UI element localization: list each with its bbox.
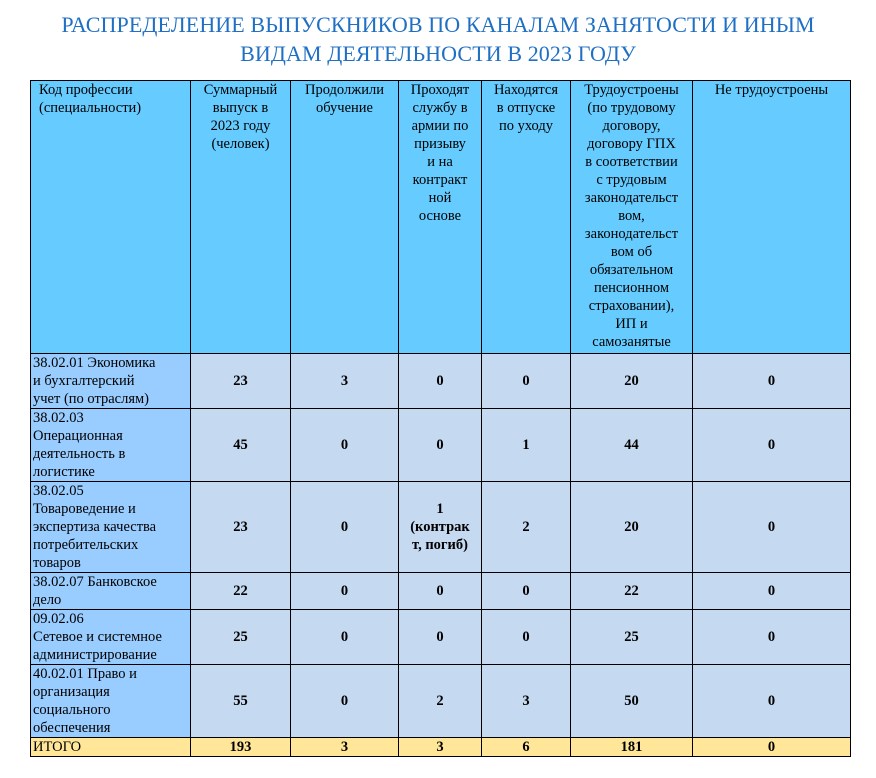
header-leave: Находятся в отпуске по уходу [482, 81, 571, 354]
header-employed: Трудоустроены (по трудовому договору, договору ГПХ в соответствии с трудовым законодательст вом, законодательст вом об обязательном пенсионном страховании), ИП и самозанятые [571, 81, 693, 354]
cell-study: 0 [291, 573, 399, 610]
graduates-table [30, 80, 851, 757]
row-name: 38.02.07 Банковское дело [31, 573, 191, 610]
cell-employed: 25 [571, 610, 693, 665]
cell-unemployed: 0 [693, 482, 851, 573]
cell-unemployed: 0 [693, 610, 851, 665]
total-unemployed: 0 [693, 738, 851, 757]
cell-study: 0 [291, 482, 399, 573]
cell-leave: 2 [482, 482, 571, 573]
cell-study: 0 [291, 665, 399, 738]
cell-study: 0 [291, 610, 399, 665]
cell-employed: 20 [571, 354, 693, 409]
totals-label: ИТОГО [31, 738, 191, 757]
table-row [31, 409, 851, 482]
cell-leave: 0 [482, 610, 571, 665]
table-row [31, 354, 851, 409]
row-name: 38.02.03 Операционная деятельность в логистике [31, 409, 191, 482]
header-study: Продолжили обучение [291, 81, 399, 354]
cell-army: 0 [399, 354, 482, 409]
total-sum: 193 [191, 738, 291, 757]
cell-total: 23 [191, 482, 291, 573]
cell-employed: 20 [571, 482, 693, 573]
cell-army: 2 [399, 665, 482, 738]
cell-unemployed: 0 [693, 354, 851, 409]
cell-employed: 22 [571, 573, 693, 610]
cell-leave: 3 [482, 665, 571, 738]
title-line-1: РАСПРЕДЕЛЕНИЕ ВЫПУСКНИКОВ ПО КАНАЛАМ ЗАНЯТОСТИ И ИНЫМ [61, 12, 815, 37]
row-name: 40.02.01 Право и организация социального обеспечения [31, 665, 191, 738]
cell-total: 22 [191, 573, 291, 610]
table-header-row [31, 81, 851, 354]
cell-leave: 1 [482, 409, 571, 482]
cell-total: 25 [191, 610, 291, 665]
cell-unemployed: 0 [693, 573, 851, 610]
header-unemployed: Не трудоустроены [693, 81, 851, 354]
table-row [31, 482, 851, 573]
cell-total: 23 [191, 354, 291, 409]
header-total: Суммарный выпуск в 2023 году (человек) [191, 81, 291, 354]
cell-army: 0 [399, 409, 482, 482]
cell-leave: 0 [482, 573, 571, 610]
total-study: 3 [291, 738, 399, 757]
table-row [31, 665, 851, 738]
cell-total: 45 [191, 409, 291, 482]
title-line-2: ВИДАМ ДЕЯТЕЛЬНОСТИ В 2023 ГОДУ [240, 41, 636, 66]
cell-study: 0 [291, 409, 399, 482]
cell-unemployed: 0 [693, 409, 851, 482]
total-employed: 181 [571, 738, 693, 757]
cell-army: 0 [399, 573, 482, 610]
totals-row [31, 738, 851, 757]
cell-employed: 44 [571, 409, 693, 482]
cell-army: 1 (контрак т, погиб) [399, 482, 482, 573]
cell-total: 55 [191, 665, 291, 738]
table-row [31, 573, 851, 610]
cell-leave: 0 [482, 354, 571, 409]
table-row [31, 610, 851, 665]
cell-study: 3 [291, 354, 399, 409]
header-army: Проходят службу в армии по призыву и на контракт ной основе [399, 81, 482, 354]
page-title [0, 10, 876, 68]
header-code: Код профессии (специальности) [31, 81, 191, 354]
total-army: 3 [399, 738, 482, 757]
cell-employed: 50 [571, 665, 693, 738]
row-name: 38.02.05 Товароведение и экспертиза качества потребительских товаров [31, 482, 191, 573]
cell-army: 0 [399, 610, 482, 665]
row-name: 09.02.06 Сетевое и системное администрирование [31, 610, 191, 665]
cell-unemployed: 0 [693, 665, 851, 738]
row-name: 38.02.01 Экономика и бухгалтерский учет (по отраслям) [31, 354, 191, 409]
total-leave: 6 [482, 738, 571, 757]
